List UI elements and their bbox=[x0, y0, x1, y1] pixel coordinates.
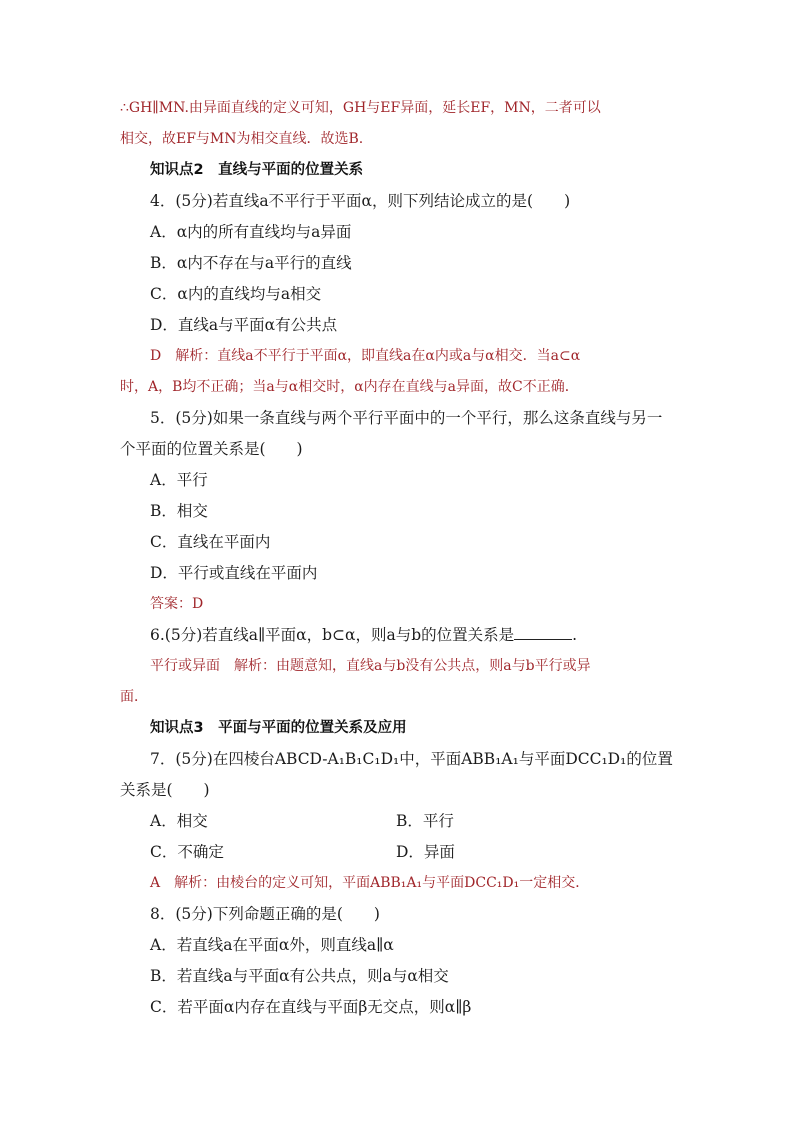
solution-line: A 解析：由棱台的定义可知，平面ABB₁A₁与平面DCC₁D₁一定相交． bbox=[150, 875, 590, 891]
question-7-cont: 关系是( ) bbox=[120, 781, 210, 799]
question-6 bbox=[150, 625, 710, 645]
option-row bbox=[150, 842, 710, 862]
option-row bbox=[150, 811, 710, 831]
option-a: A．α内的所有直线均与a异面 bbox=[150, 223, 352, 241]
option-c: C．若平面α内存在直线与平面β无交点，则α∥β bbox=[150, 998, 472, 1016]
option-d: D．平行或直线在平面内 bbox=[150, 564, 318, 582]
option-a: A．若直线a在平面α外，则直线a∥α bbox=[150, 936, 394, 954]
option-d: D．异面 bbox=[396, 843, 455, 861]
section-heading: 知识点2 直线与平面的位置关系 bbox=[150, 162, 364, 178]
option-b: B．相交 bbox=[150, 502, 208, 520]
question-4: 4．(5分)若直线a不平行于平面α，则下列结论成立的是( ) bbox=[150, 192, 571, 210]
solution-line: ∴GH∥MN.由异面直线的定义可知，GH与EF异面，延长EF，MN，二者可以 bbox=[120, 100, 601, 116]
option-c: C．不确定 bbox=[150, 843, 224, 861]
answer-blank bbox=[514, 625, 572, 640]
question-8: 8．(5分)下列命题正确的是( ) bbox=[150, 905, 380, 923]
question-6-end: . bbox=[572, 626, 578, 644]
question-7: 7．(5分)在四棱台ABCD-A₁B₁C₁D₁中，平面ABB₁A₁与平面DCC₁D₁的位置 bbox=[150, 750, 673, 768]
answer-line: 答案：D bbox=[150, 596, 204, 612]
solution-line: D 解析：直线a不平行于平面α，即直线a在α内或a与α相交．当a⊂α bbox=[150, 348, 581, 364]
option-c: C．α内的直线均与a相交 bbox=[150, 285, 322, 303]
section-heading: 知识点3 平面与平面的位置关系及应用 bbox=[150, 720, 407, 736]
solution-line: 平行或异面 解析：由题意知，直线a与b没有公共点，则a与b平行或异 bbox=[150, 658, 591, 674]
option-a: A．相交 bbox=[150, 812, 208, 830]
solution-line: 面． bbox=[120, 689, 148, 705]
option-a: A．平行 bbox=[150, 471, 208, 489]
question-6-text: 6.(5分)若直线a∥平面α，b⊂α，则a与b的位置关系是 bbox=[150, 626, 515, 644]
question-5-cont: 个平面的位置关系是( ) bbox=[120, 440, 303, 458]
option-b: B．平行 bbox=[396, 812, 454, 830]
solution-line: 相交，故EF与MN为相交直线．故选B. bbox=[120, 131, 364, 147]
question-5: 5．(5分)如果一条直线与两个平行平面中的一个平行，那么这条直线与另一 bbox=[150, 409, 663, 427]
option-b: B．α内不存在与a平行的直线 bbox=[150, 254, 352, 272]
option-b: B．若直线a与平面α有公共点，则a与α相交 bbox=[150, 967, 449, 985]
option-c: C．直线在平面内 bbox=[150, 533, 271, 551]
option-d: D．直线a与平面α有公共点 bbox=[150, 316, 338, 334]
solution-line: 时，A，B均不正确；当a与α相交时，α内存在直线与a异面，故C不正确． bbox=[120, 379, 579, 395]
